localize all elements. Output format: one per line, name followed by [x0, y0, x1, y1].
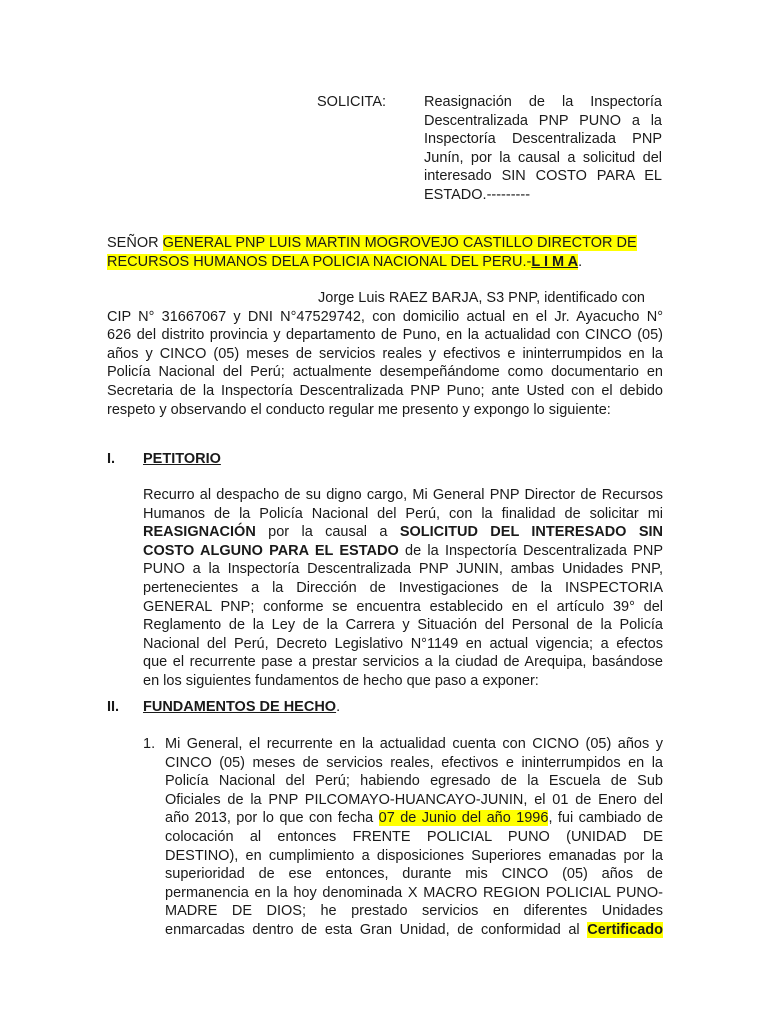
addressee-line-1	[107, 234, 663, 253]
section2-line: enmarcadas dentro de esta Gran Unidad, de conformidad al	[165, 921, 580, 938]
addressee-city-highlight: L I M A	[531, 253, 579, 270]
intro-line: CIP N° 31667067 y DNI N°47529742, con domicilio actual en el Jr. Ayacucho N°	[107, 308, 663, 325]
intro-line: Jorge Luis RAEZ BARJA, S3 PNP, identificado con	[318, 290, 645, 306]
addressee-end: .	[578, 253, 583, 270]
section1-paragraph	[143, 486, 663, 691]
solicita-line: Descentralizada PNP PUNO a la	[424, 112, 662, 129]
section1-line: de la Inspectoría Descentralizada PNP	[405, 542, 663, 559]
section1-line-4	[143, 542, 663, 561]
solicita-line: Inspectoría Descentralizada PNP	[424, 131, 662, 148]
section2-line: , fui cambiado de	[548, 810, 664, 827]
section2-line: CINCO (05) meses de servicios reales, efectivos e ininterrumpidos en la	[165, 754, 663, 771]
section2-paragraph	[165, 735, 663, 940]
section2-numeral: II.	[107, 699, 120, 715]
costo-bold: COSTO ALGUNO PARA EL ESTADO	[143, 542, 399, 559]
section1-line: GENERAL PNP; conforme se encuentra establecido en el artículo 39° del	[143, 598, 663, 615]
section1-line: PUNO a la Inspectoría Descentralizada PNP JUNIN, ambas Unidades PNP,	[143, 561, 663, 578]
solicita-line: interesado SIN COSTO PARA EL	[424, 168, 662, 185]
intro-line: Policía Nacional del Perú; actualmente desempeñándome como documentario en	[107, 364, 663, 381]
intro-line: Secretaria de la Inspectoría Descentralizada PNP Puno; ante Usted con el debido	[107, 382, 663, 399]
section2-line-12	[165, 921, 663, 940]
intro-paragraph	[107, 289, 663, 419]
section2-line: colocación al entonces FRENTE POLICIAL PUNO (UNIDAD DE	[165, 828, 663, 845]
addressee-line-2	[107, 253, 663, 272]
section2-line: año 2013, por lo que con fecha	[165, 810, 374, 827]
section1-line: que el recurrente pase a prestar servicios a la ciudad de Arequipa, basándose	[143, 654, 663, 671]
reasignacion-bold: REASIGNACIÓN	[143, 524, 256, 541]
section2-line: Mi General, el recurrente en la actualidad cuenta con CICNO (05) años y	[165, 736, 663, 752]
section2-line: Policía Nacional del Perú; habiendo egresado de la Escuela de Sub	[165, 773, 663, 790]
section2-line: superioridad de ese entonces, durante mis CINCO (05) años de	[165, 866, 663, 883]
solicita-line: Junín, por la causal a solicitud del	[424, 149, 662, 166]
section1-line: pertenecientes a la Dirección de Investigaciones de la INSPECTORIA	[143, 579, 663, 596]
intro-line: 626 del distrito provincia y departamento de Puno, en la actualidad con CINCO (05)	[107, 327, 663, 344]
section1-numeral: I.	[107, 451, 116, 467]
section2-title: FUNDAMENTOS DE HECHO	[143, 699, 337, 715]
section2-line: DESTINO), en cumplimiento a disposiciones Superiores emanadas por la	[165, 847, 663, 864]
section2-line-5	[165, 809, 663, 828]
addressee-prefix: SEÑOR	[107, 235, 163, 251]
section2-title-wrap	[143, 698, 340, 717]
addressee-unit-highlight: RECURSOS HUMANOS DELA POLICIA NACIONAL DEL PERU.-	[107, 253, 532, 270]
solicita-text	[424, 93, 662, 205]
addressee	[107, 234, 663, 271]
section1-line-3	[143, 523, 663, 542]
solicita-line: Reasignación de la Inspectoría	[424, 94, 662, 110]
section1-line: Reglamento de la Ley de la Carrera y Situación del Personal de la Policía	[143, 617, 663, 634]
section1-line: Humanos de la Policía Nacional del Perú, con la finalidad de solicitar mi	[143, 505, 663, 522]
section2-line: Oficiales de la PNP PILCOMAYO-HUANCAYO-JUNIN, el 01 de Enero del	[165, 791, 663, 808]
addressee-name-highlight: GENERAL PNP LUIS MARTIN MOGROVEJO CASTILLO DIRECTOR DE	[162, 235, 637, 251]
item-number: 1.	[143, 736, 156, 752]
intro-line: respeto y observando el conducto regular me presento y expongo lo siguiente:	[107, 401, 611, 418]
solicita-label: SOLICITA:	[317, 94, 387, 110]
intro-line: años y CINCO (05) meses de servicios reales y efectivos e ininterrumpidos en la	[107, 345, 663, 362]
section1-line: por la causal a	[268, 524, 388, 541]
section2-title-end: .	[336, 699, 341, 715]
section1-line: Recurro al despacho de su digno cargo, Mi General PNP Director de Recursos	[143, 487, 663, 503]
solicita-line: ESTADO.---------	[424, 186, 531, 203]
certificado-highlight: Certificado	[587, 921, 664, 938]
solicitud-bold: SOLICITUD DEL INTERESADO SIN	[399, 524, 663, 541]
date-highlight: 07 de Junio del año 1996	[378, 810, 549, 827]
section1-line: en los siguientes fundamentos de hecho que paso a exponer:	[143, 672, 539, 689]
section1-title: PETITORIO	[143, 451, 221, 467]
section2-line: permanencia en la hoy denominada X MACRO REGION POLICIAL PUNO-	[165, 884, 663, 901]
section2-line: MADRE DE DIOS; he prestado servicios en diferentes Unidades	[165, 903, 663, 920]
section1-line: Nacional del Perú, Decreto Legislativo N°1149 en actual vigencia; a efectos	[143, 635, 663, 652]
